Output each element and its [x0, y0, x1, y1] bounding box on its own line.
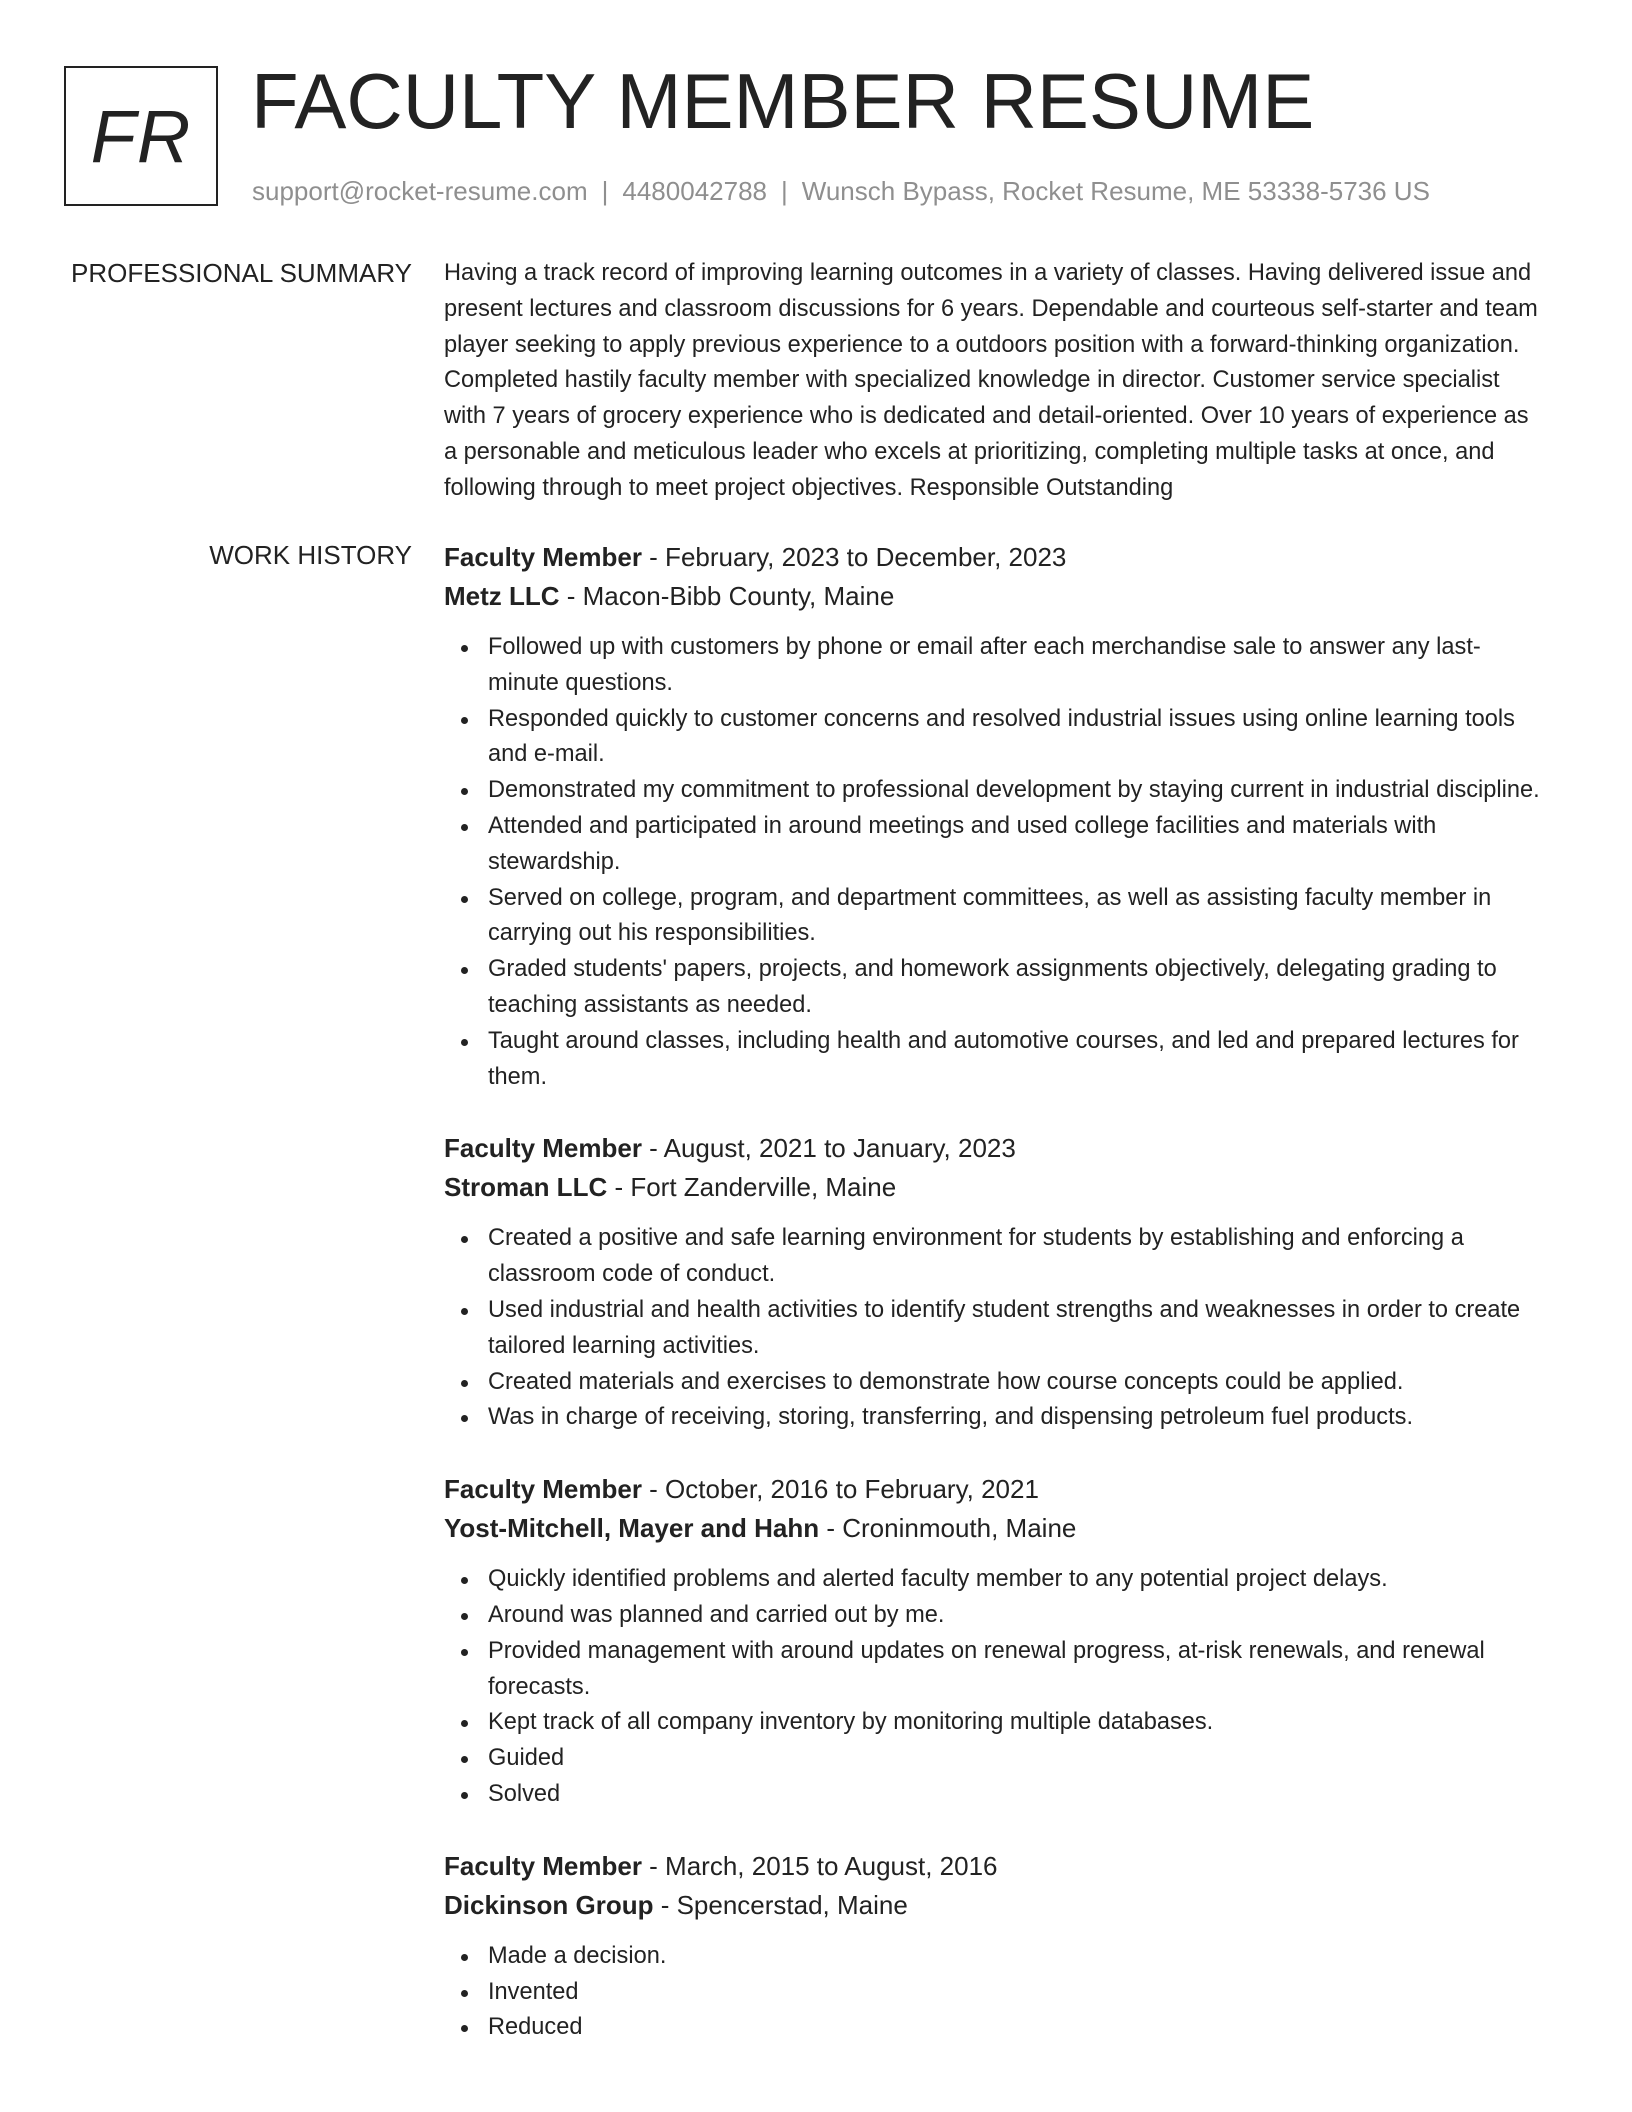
- contact-address: Wunsch Bypass, Rocket Resume, ME 53338-5736 US: [801, 176, 1430, 206]
- job-company: Yost-Mitchell, Mayer and Hahn: [444, 1513, 820, 1544]
- contact-separator: |: [781, 176, 788, 206]
- list-item: Solved: [488, 1777, 1544, 1813]
- list-item: Quickly identified problems and alerted faculty member to any potential project delays.: [488, 1562, 1544, 1598]
- job-company-line: [444, 577, 1544, 616]
- job-company: Stroman LLC: [444, 1172, 608, 1203]
- list-item: Served on college, program, and department committees, as well as assisting faculty member in carrying out his responsibilities.: [488, 881, 1544, 953]
- list-item: Demonstrated my commitment to professional development by staying current in industrial discipline.: [488, 773, 1544, 809]
- job-entry: [444, 1129, 1544, 1436]
- job-duties-list: [444, 630, 1544, 1095]
- job-location: - Spencerstad, Maine: [653, 1889, 908, 1920]
- job-dates: - August, 2021 to January, 2023: [641, 1133, 1016, 1164]
- job-duties-list: [444, 1939, 1544, 2046]
- job-title: Faculty Member: [444, 1850, 642, 1881]
- job-company: Dickinson Group: [444, 1889, 654, 1920]
- job-company-line: [444, 1509, 1544, 1548]
- list-item: Taught around classes, including health and automotive courses, and led and prepared lectures for them.: [488, 1024, 1544, 1096]
- job-entry: [444, 1470, 1544, 1813]
- job-title: Faculty Member: [444, 1474, 642, 1505]
- list-item: Graded students' papers, projects, and homework assignments objectively, delegating grading to teaching assistants as needed.: [488, 952, 1544, 1024]
- resume-title: FACULTY MEMBER RESUME: [251, 57, 1315, 145]
- work-history-body: [444, 538, 1544, 2046]
- job-title-line: [444, 1129, 1544, 1168]
- job-entry: [444, 1847, 1544, 2046]
- job-title-line: [444, 1847, 1544, 1886]
- contact-email: support@rocket-resume.com: [252, 176, 588, 206]
- contact-phone: 4480042788: [622, 176, 767, 206]
- list-item: Invented: [488, 1975, 1544, 2011]
- job-entry: [444, 538, 1544, 1095]
- work-history-label: WORK HISTORY: [209, 540, 412, 570]
- list-item: Provided management with around updates on renewal progress, at-risk renewals, and renewal forecasts.: [488, 1634, 1544, 1706]
- list-item: Used industrial and health activities to identify student strengths and weaknesses in order to create tailored learning activities.: [488, 1293, 1544, 1365]
- summary-body: [444, 256, 1544, 507]
- contact-separator: |: [601, 176, 609, 206]
- job-location: - Macon-Bibb County, Maine: [559, 581, 895, 611]
- job-dates: - March, 2015 to August, 2016: [641, 1850, 998, 1881]
- job-company-line: [444, 1886, 1544, 1925]
- job-duties-list: [444, 1562, 1544, 1813]
- list-item: Guided: [488, 1741, 1544, 1777]
- list-item: Attended and participated in around meetings and used college facilities and materials with stewardship.: [488, 809, 1544, 881]
- job-duties-list: [444, 1221, 1544, 1436]
- job-title-line: [444, 1470, 1544, 1509]
- list-item: Responded quickly to customer concerns and resolved industrial issues using online learning tools and e-mail.: [488, 702, 1544, 774]
- monogram-box: [64, 66, 218, 206]
- list-item: Followed up with customers by phone or email after each merchandise sale to answer any last-minute questions.: [488, 630, 1544, 702]
- list-item: Made a decision.: [488, 1939, 1544, 1975]
- summary-label: PROFESSIONAL SUMMARY: [71, 258, 412, 288]
- list-item: Was in charge of receiving, storing, transferring, and dispensing petroleum fuel products.: [488, 1400, 1544, 1436]
- job-company-line: [444, 1168, 1544, 1207]
- list-item: Around was planned and carried out by me.: [488, 1598, 1544, 1634]
- job-title: Faculty Member: [444, 1133, 642, 1164]
- job-company: Metz LLC: [444, 581, 560, 611]
- job-dates: - February, 2023 to December, 2023: [641, 542, 1067, 572]
- job-title: Faculty Member: [444, 542, 642, 572]
- job-location: - Fort Zanderville, Maine: [607, 1172, 897, 1203]
- job-location: - Croninmouth, Maine: [819, 1513, 1077, 1544]
- contact-line: [252, 174, 1430, 208]
- list-item: Reduced: [488, 2010, 1544, 2046]
- list-item: Kept track of all company inventory by monitoring multiple databases.: [488, 1705, 1544, 1741]
- list-item: Created materials and exercises to demonstrate how course concepts could be applied.: [488, 1365, 1544, 1401]
- list-item: Created a positive and safe learning environment for students by establishing and enforcing a classroom code of conduct.: [488, 1221, 1544, 1293]
- monogram-initials: FR: [90, 94, 192, 178]
- job-dates: - October, 2016 to February, 2021: [641, 1474, 1039, 1505]
- summary-text: Having a track record of improving learning outcomes in a variety of classes. Having delivered issue and present lectures and classroom discussions for 6 years. Dependable and courteous self-starter and team player seeking to apply previous experience to a outdoors position with a forward-thinking organization. Completed hastily faculty member with specialized knowledge in director. Customer service specialist with 7 years of grocery experience who is dedicated and detail-oriented. Over 10 years of experience as a personable and meticulous leader who excels at prioritizing, completing multiple tasks at once, and following through to meet project objectives. Responsible Outstanding: [444, 260, 1538, 501]
- job-title-line: [444, 538, 1544, 577]
